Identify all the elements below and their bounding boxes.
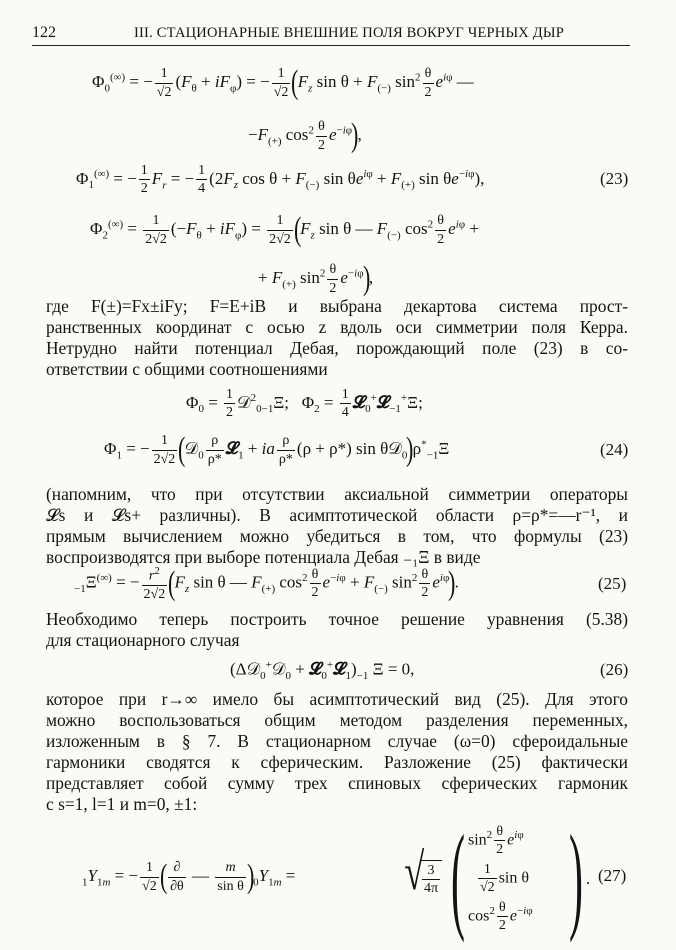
paragraph-4-line: можно воспользоваться общим методом разделения переменных, xyxy=(46,710,628,730)
paragraph-3 xyxy=(46,609,628,651)
equation-teukolsky-stationary: (Δ𝒟$_0$+𝒟$_0$ + $𝓛_0^+𝓛_1)_{-1}$ Ξ = 0, xyxy=(230,659,415,683)
trailing-period: . xyxy=(586,869,591,888)
paragraph-2-line: 𝓛s и 𝓛s+ различны). В асимптотической области ρ=ρ*=—r⁻¹, и xyxy=(46,505,628,525)
paragraph-2 xyxy=(46,484,628,568)
left-paren: ( xyxy=(450,810,465,943)
equation-phi0-phi2-debye: $\Phi_0$ = $\frac{1}{2}$ 𝒟$^2_{0-1}$Ξ; $\Phi_2$ = $\frac{1}{4}$ 𝓛$_0$+𝓛$_{-1}$+Ξ; xyxy=(186,387,423,421)
equation-phi1: $\Phi_1^{(\infty)}$ = − $\frac{1}{2}$ $F_r$ = − $\frac{1}{4}$ ($2F_z$ $\cos \theta + F_{(-)}$ $\sin \theta e^{i\varphi} + F_{(+)}$ $\sin \theta e^{-i\varphi}$), xyxy=(76,163,485,197)
paragraph-3-line: для стационарного случая xyxy=(46,630,240,650)
paragraph-4-line: гармоники сводятся к сферическим. Разложение (25) фактически xyxy=(46,752,628,772)
paragraph-4-line: изложенным в § 7. В стационарном случае (ω=0) сфероидальные xyxy=(46,731,628,751)
right-paren: ) xyxy=(568,810,583,943)
equation-phi2-line1: $\Phi_2^{(\infty)}$ = $\frac{1}{2√2}$ $(-F_\theta + iF_\varphi)$ = $\frac{1}{2√2}$ ($F_z$ sin θ — $F_{(-)}$ $\cos^2$ $\frac{\theta}{2}$ $e^{i\varphi}$ + xyxy=(90,211,479,248)
paragraph-4-line: которое при r→∞ имело бы асимптотический вид (25). Для этого xyxy=(46,689,628,709)
equation-number-23: (23) xyxy=(600,169,629,188)
paragraph-1 xyxy=(46,296,628,380)
paragraph-1-line: ответствии с общими соотношениями xyxy=(46,359,328,379)
equation-number-26: (26) xyxy=(600,660,629,679)
equation-sqrt-fraction: $\frac{3}{4\pi}$ xyxy=(420,860,442,897)
paragraph-1-line: Нетрудно найти потенциал Дебая, порождающий поле (23) в со- xyxy=(46,338,628,358)
vector-row-2: $\frac{1}{√2}$ sin θ xyxy=(480,862,530,896)
vector-row-3: $\cos^2$ $\frac{\theta}{2}$ $e^{-i\varphi}$ xyxy=(468,900,533,934)
equation-phi1-debye: $\Phi_1$ = − $\frac{1}{2√2}$ (𝒟$_0$ $\frac{\rho}{\rho*}$ 𝓛$_1$ + ia $\frac{\rho}{\rho*}$ (ρ + ρ*) $\sin \theta 𝒟_0)\rho^*_{-1}\Xi$ xyxy=(104,431,450,468)
harmonic-column-vector xyxy=(450,810,583,943)
paragraph-4 xyxy=(46,689,628,815)
paragraph-1-line: где F(±)=Fx±iFy; F=E+iB и выбрана декартова система прост- xyxy=(46,296,628,316)
paragraph-2-line: (напомним, что при отсутствии аксиальной симметрии операторы xyxy=(46,484,628,504)
paragraph-2-line: воспроизводятся при выборе потенциала Дебая ₋₁Ξ в виде xyxy=(46,547,481,567)
equation-number-25: (25) xyxy=(598,574,627,593)
equation-debye-potential: $_{-1}$Ξ(∞) = − $\frac{r^2}{2√2}$ ($F_z$ sin θ — $F_{(+)}$ $\cos^2$ $\frac{\theta}{2}$ $e^{-i\varphi} + F_{(-)}$ $\sin^2$ $\frac{\theta}{2}$ $e^{i\varphi}$). xyxy=(74,564,459,603)
sqrt-sign: √ xyxy=(404,844,425,901)
header-rule xyxy=(32,45,630,46)
equation-number-27: (27) xyxy=(598,866,627,885)
paragraph-2-line: прямым вычислением можно убедиться в том, что формулы (23) xyxy=(46,526,628,546)
paragraph-3-line: Необходимо теперь построить точное решение уравнения (5.38) xyxy=(46,609,628,629)
page-number: 122 xyxy=(32,24,56,41)
section-title: III. СТАЦИОНАРНЫЕ ВНЕШНИЕ ПОЛЯ ВОКРУГ ЧЕРНЫХ ДЫР xyxy=(134,25,564,41)
paragraph-4-line: с s=1, l=1 и m=0, ±1: xyxy=(46,794,198,814)
running-head xyxy=(32,18,630,48)
equation-number-24: (24) xyxy=(600,440,629,459)
paragraph-1-line: ранственных координат с осью z вдоль оси симметрии поля Керра. xyxy=(46,317,628,337)
equation-phi0-line1: $\Phi_0^{(\infty)}$ = − $\frac{1}{√2}$ $(F_\theta + iF_\varphi)$ = − $\frac{1}{√2}$ ($F_z$ $\sin \theta + F_{(-)}$ $\sin^2$ $\frac{\theta}{2}$ $e^{i\varphi}$ — xyxy=(92,64,474,101)
paragraph-4-line: представляет собой сумму трех спиновых сферических гармоник xyxy=(46,773,628,793)
vector-row-1: $\sin^2$ $\frac{\theta}{2}$ $e^{i\varphi}$ xyxy=(468,824,524,858)
equation-phi2-line2: + $F_{(+)}$ $\sin^2$ $\frac{\theta}{2}$ $e^{-i\varphi}$), xyxy=(258,260,374,297)
equation-phi0-line2: $-F_{(+)}$ $\cos^2$ $\frac{\theta}{2}$ $e^{-i\varphi}$), xyxy=(248,117,362,154)
equation-spin-harmonic: $_1Y_{1m}$ = − $\frac{1}{√2}$ ( $\frac{\partial}{\partial\theta}$ — $\frac{m}{\text{sin θ}}$ )$_0Y_{1m}$ = xyxy=(82,858,296,895)
